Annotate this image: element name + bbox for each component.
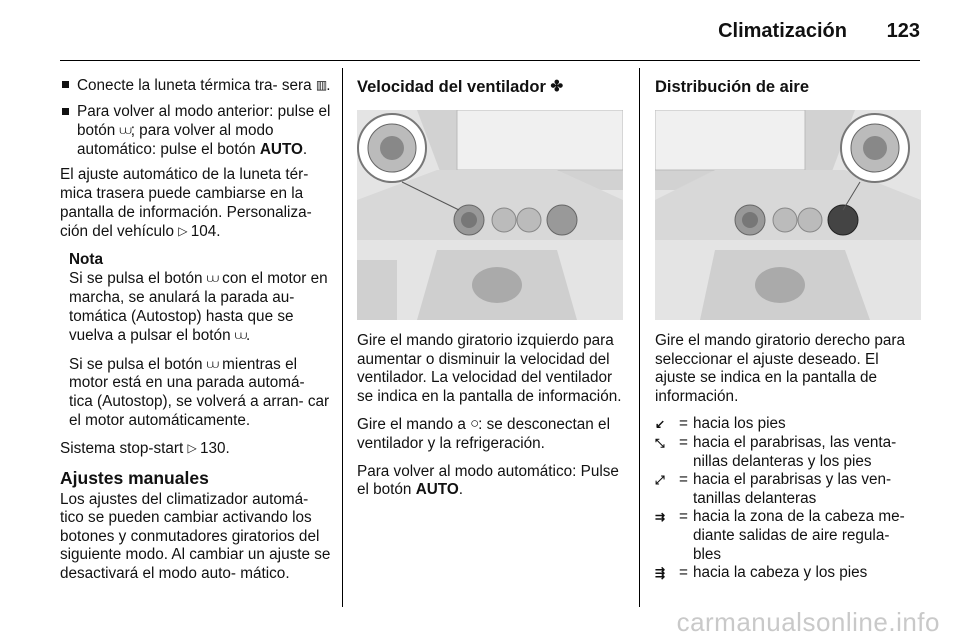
column-divider bbox=[342, 68, 343, 607]
distribution-list bbox=[655, 415, 921, 582]
paragraph: Si se pulsa el botón ⩊ mientras el motor está en una parada automá- tica (Autostop), se volverá a arran- car el motor automáticamente. bbox=[69, 355, 330, 429]
paragraph: Si se pulsa el botón ⩊ con el motor en marcha, se anulará la parada au- tomática (Autostop) hasta que se vuelva a pulsar el botón ⩊. bbox=[69, 270, 328, 345]
note bbox=[60, 251, 332, 430]
header-rule bbox=[60, 60, 920, 61]
head-feet-icon: ⇶ bbox=[655, 566, 666, 581]
front-defrost-icon: ⩊ bbox=[206, 356, 218, 371]
list-item: ⤢ = hacia el parabrisas y las ven- tanillas delanteras bbox=[655, 471, 892, 507]
bullet-icon bbox=[62, 81, 69, 88]
paragraph: Sistema stop-start ▷ 130. bbox=[60, 440, 230, 458]
rear-defrost-icon: ▥ bbox=[315, 78, 327, 92]
list-item: ↙ = hacia los pies bbox=[655, 415, 786, 433]
column-right bbox=[655, 76, 921, 583]
column-divider bbox=[639, 68, 640, 607]
fan-icon: ✤ bbox=[550, 78, 563, 95]
watermark: carmanualsonline.info bbox=[676, 607, 940, 637]
list-item: ⇶ = hacia la cabeza y los pies bbox=[655, 564, 868, 582]
paragraph: Los ajustes del climatizador automá- tico se pueden cambiar activando los botones y conmutadores giratorios del siguiente modo. Al cambiar un ajuste se desactivará el modo auto- mático. bbox=[60, 490, 331, 583]
paragraph: El ajuste automático de la luneta tér- mica trasera puede cambiarse en la pantalla de información. Personaliza- ción del vehículo ▷ 104. bbox=[60, 166, 312, 241]
column-left bbox=[60, 76, 332, 593]
head-icon: ⇉ bbox=[655, 510, 666, 525]
dashboard-illustration bbox=[655, 110, 921, 320]
front-defrost-icon: ⩊ bbox=[206, 271, 218, 286]
list-item: ⇉ = hacia la zona de la cabeza me- diante salidas de aire regula- bles bbox=[655, 508, 905, 563]
list-item: Para volver al modo anterior: pulse el botón ⩊; para volver al modo automático: pulse el botón AUTO. bbox=[60, 103, 332, 160]
windscreen-vents-icon: ⤢ bbox=[655, 473, 665, 488]
paragraph: Gire el mando a ○: se desconectan el ventilador y la refrigeración. bbox=[357, 415, 610, 452]
off-circle-icon: ○ bbox=[470, 415, 479, 433]
list-item: Conecte la luneta térmica tra- sera ▥. bbox=[60, 76, 332, 96]
note-title: Nota bbox=[69, 250, 103, 268]
paragraph: Gire el mando giratorio izquierdo para aumentar o disminuir la velocidad del ventilador. La velocidad del ventilador se indica en la pantalla de información. bbox=[357, 332, 622, 405]
paragraph: Gire el mando giratorio derecho para seleccionar el ajuste deseado. El ajuste se indica en la pantalla de información. bbox=[655, 332, 905, 405]
page-ref-icon: ▷ bbox=[178, 224, 187, 239]
front-defrost-icon: ⩊ bbox=[234, 328, 246, 343]
windscreen-icon: ⤡ bbox=[655, 435, 665, 450]
section-heading: Distribución de aire bbox=[655, 78, 810, 96]
front-defrost-icon: ⩊ bbox=[119, 123, 131, 138]
dashboard-illustration bbox=[357, 110, 623, 320]
list-item: ⤡ = hacia el parabrisas, las venta- nillas delanteras y los pies bbox=[655, 433, 897, 470]
section-heading: Velocidad del ventilador ✤ bbox=[357, 78, 563, 96]
page-ref-icon: ▷ bbox=[187, 441, 196, 456]
feet-icon: ↙ bbox=[655, 417, 666, 432]
bullet-icon bbox=[62, 108, 69, 115]
column-middle bbox=[357, 76, 623, 509]
page-number: 123 bbox=[886, 20, 920, 42]
page-title: Climatización bbox=[718, 20, 847, 42]
section-heading: Ajustes manuales bbox=[60, 467, 209, 488]
paragraph: Para volver al modo automático: Pulse el botón AUTO. bbox=[357, 462, 619, 499]
